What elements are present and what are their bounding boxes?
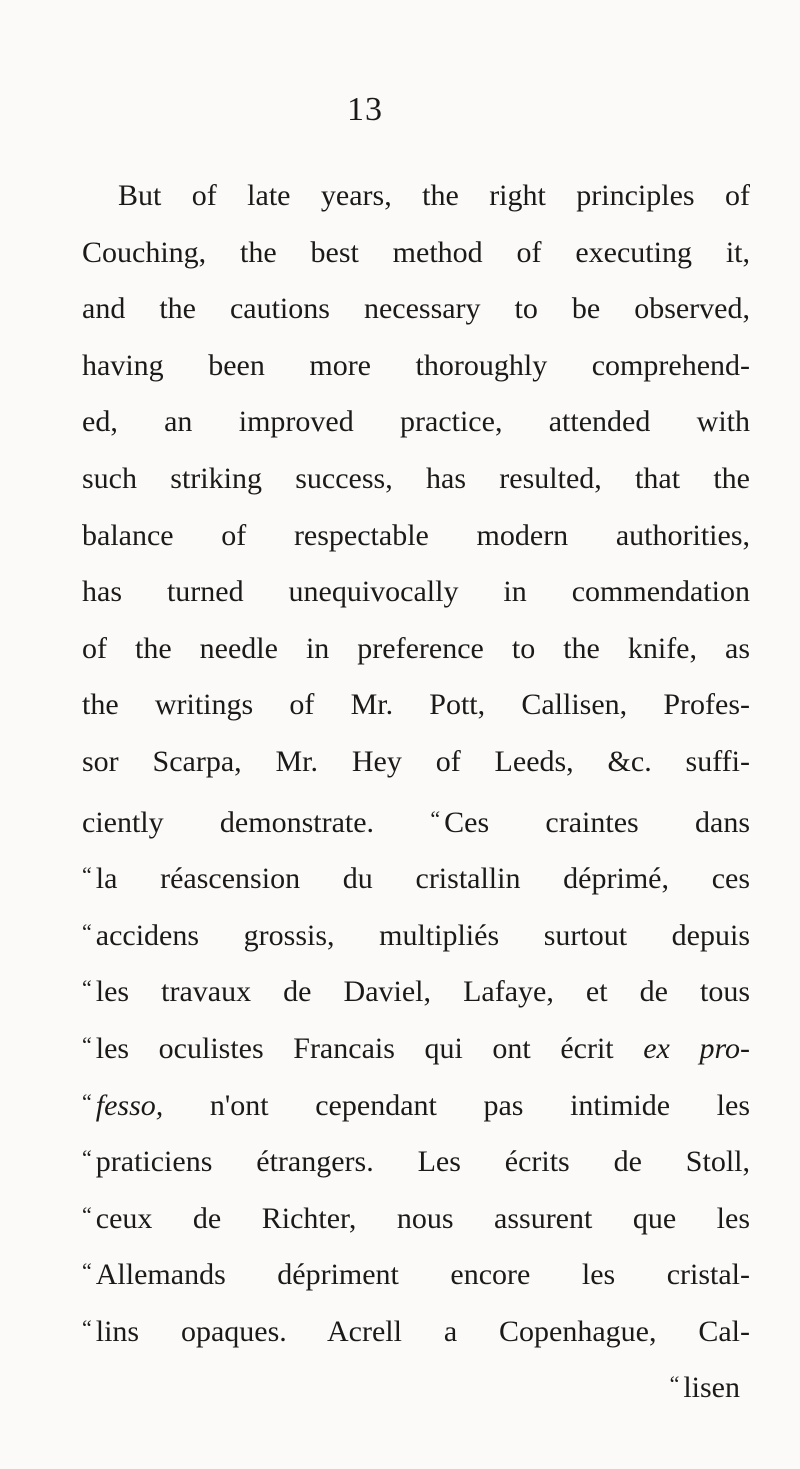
quote-mark: “ — [82, 1258, 92, 1284]
quote-mark: “ — [82, 918, 92, 944]
text-line-11: sor Scarpa, Mr. Hey of Leeds, &c. suffi- — [82, 744, 750, 778]
text-line-4: having been more thoroughly comprehend- — [82, 348, 750, 382]
text-line-1: But of late years, the right principles of — [118, 179, 750, 212]
text-line-9: of the needle in preference to the knife, as — [82, 631, 750, 665]
quote-mark: “ — [669, 1371, 680, 1397]
text-line-12 — [82, 791, 750, 848]
text-segment: la réascension du cristallin déprimé, ces — [95, 862, 750, 896]
text-line-13 — [82, 847, 750, 904]
text-line-16 — [82, 1017, 750, 1074]
italic-segment: fesso, — [95, 1088, 164, 1122]
catchword-line — [82, 1356, 750, 1413]
text-line-18 — [82, 1130, 750, 1187]
quote-mark: “ — [430, 805, 441, 831]
text-segment: Allemands dépriment encore les cristal- — [95, 1258, 750, 1292]
quote-mark: “ — [82, 1031, 92, 1057]
quote-mark: “ — [82, 862, 92, 888]
text-segment: n'ont cependant pas intimide les — [209, 1088, 750, 1122]
text-line-5: ed, an improved practice, attended with — [82, 405, 750, 439]
text-segment: les travaux de Daviel, Lafaye, et de tous — [95, 975, 750, 1009]
text-line-21 — [82, 1300, 750, 1357]
text-line-19 — [82, 1187, 750, 1244]
body-text — [82, 168, 750, 1413]
text-segment: lins opaques. Acrell a Copenhague, Cal- — [95, 1314, 750, 1348]
catchword: lisen — [683, 1371, 740, 1405]
page-number: 13 — [347, 91, 383, 128]
text-segment: ciently demonstrate. — [82, 805, 375, 839]
text-line-8: has turned unequivocally in commendation — [82, 575, 750, 609]
text-line-15 — [82, 960, 750, 1017]
text-segment: accidens grossis, multipliés surtout depuis — [95, 918, 750, 952]
text-line-14 — [82, 904, 750, 961]
text-line-7: balance of respectable modern authorities, — [82, 518, 750, 552]
text-line-2: Couching, the best method of executing it, — [82, 235, 750, 269]
quote-mark: “ — [82, 1088, 92, 1114]
text-line-20 — [82, 1243, 750, 1300]
text-segment: les oculistes Francais qui ont écrit — [95, 1031, 614, 1065]
quote-mark: “ — [82, 1201, 92, 1227]
quote-mark: “ — [82, 1314, 92, 1340]
italic-segment: ex pro- — [643, 1031, 750, 1065]
text-segment: Ces craintes dans — [444, 805, 750, 839]
text-line-3: and the cautions necessary to be observed, — [82, 292, 750, 326]
text-line-17 — [82, 1074, 750, 1131]
text-line-6: such striking success, has resulted, that the — [82, 461, 750, 495]
quote-mark: “ — [82, 1145, 92, 1171]
quote-mark: “ — [82, 975, 92, 1001]
text-line-10: the writings of Mr. Pott, Callisen, Profes- — [82, 688, 750, 722]
text-segment: ceux de Richter, nous assurent que les — [95, 1201, 750, 1235]
text-segment: praticiens étrangers. Les écrits de Stoll, — [95, 1145, 750, 1179]
